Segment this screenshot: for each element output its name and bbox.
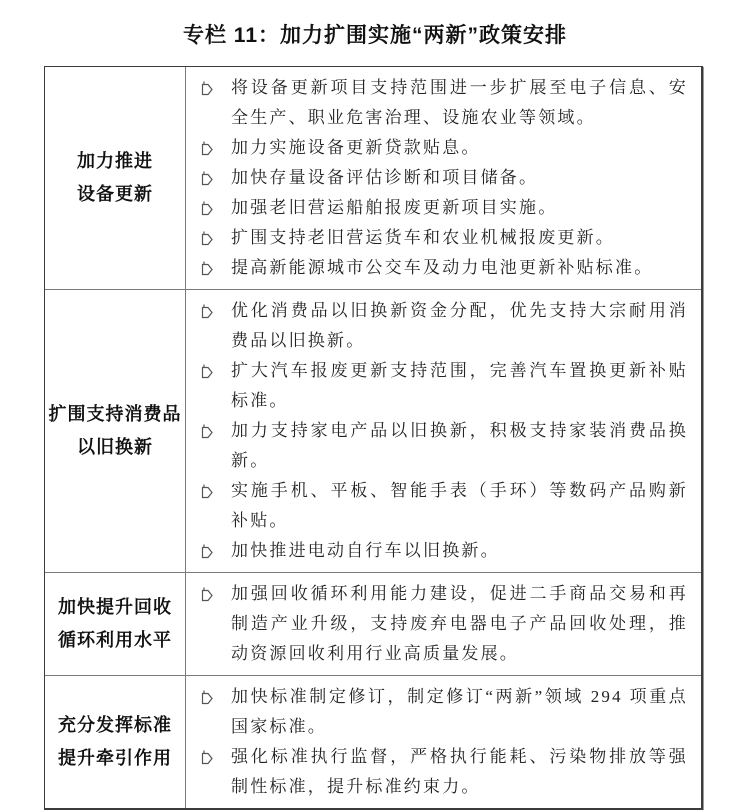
right-arrow-pentagon-icon <box>200 682 214 742</box>
policy-item <box>200 193 688 223</box>
label-line: 扩围支持消费品 <box>48 404 182 424</box>
right-arrow-pentagon-icon <box>200 73 214 133</box>
policy-item-text: 优化消费品以旧换新资金分配，优先支持大宗耐用消费品以旧换新。 <box>231 301 688 350</box>
policy-item-text: 扩大汽车报废更新支持范围，完善汽车置换更新补贴标准。 <box>231 361 688 410</box>
right-arrow-pentagon-icon <box>200 536 214 566</box>
label-line: 加快提升回收 <box>58 597 172 617</box>
right-arrow-pentagon-icon <box>200 296 214 356</box>
right-arrow-pentagon-icon <box>200 579 214 669</box>
table-row-standards <box>45 675 701 808</box>
right-arrow-pentagon-icon <box>200 742 214 802</box>
policy-item-text: 强化标准执行监督，严格执行能耗、污染物排放等强制性标准，提升标准约束力。 <box>231 747 688 796</box>
table-row-recycling <box>45 572 701 675</box>
policy-item <box>200 416 688 476</box>
right-arrow-pentagon-icon <box>200 133 214 163</box>
right-arrow-pentagon-icon <box>200 253 214 283</box>
policy-item <box>200 476 688 536</box>
policy-item <box>200 536 688 566</box>
right-arrow-pentagon-icon <box>200 476 214 536</box>
policy-item-text: 扩围支持老旧营运货车和农业机械报废更新。 <box>231 228 615 247</box>
label-line: 以旧换新 <box>77 437 153 457</box>
right-arrow-pentagon-icon <box>200 223 214 253</box>
right-arrow-pentagon-icon <box>200 163 214 193</box>
row-items-equipment-renewal <box>186 67 701 289</box>
right-arrow-pentagon-icon <box>200 416 214 476</box>
policy-table <box>44 66 703 810</box>
policy-item <box>200 579 688 669</box>
policy-item-text: 加强老旧营运船舶报废更新项目实施。 <box>231 198 558 217</box>
policy-item <box>200 253 688 283</box>
policy-item-text: 加快推进电动自行车以旧换新。 <box>231 541 500 560</box>
row-label-equipment-renewal <box>45 67 186 289</box>
policy-item <box>200 742 688 802</box>
policy-item-text: 将设备更新项目支持范围进一步扩展至电子信息、安全生产、职业危害治理、设施农业等领域。 <box>231 78 688 127</box>
row-items-recycling <box>186 573 701 675</box>
table-row-consumer-tradein <box>45 289 701 572</box>
label-line: 加力推进 <box>77 151 153 171</box>
page-title: 专栏 11：加力扩围实施“两新”政策安排 <box>182 24 568 47</box>
row-label-standards <box>45 676 186 808</box>
policy-item <box>200 133 688 163</box>
policy-item <box>200 163 688 193</box>
policy-item-text: 提高新能源城市公交车及动力电池更新补贴标准。 <box>231 258 654 277</box>
label-line: 充分发挥标准 <box>58 715 172 735</box>
row-label-recycling <box>45 573 186 675</box>
label-line: 提升牵引作用 <box>58 748 172 768</box>
policy-item <box>200 296 688 356</box>
right-arrow-pentagon-icon <box>200 356 214 416</box>
right-arrow-pentagon-icon <box>200 193 214 223</box>
policy-item-text: 加力支持家电产品以旧换新，积极支持家装消费品换新。 <box>231 421 688 470</box>
row-items-consumer-tradein <box>186 290 701 572</box>
table-row-equipment-renewal <box>45 67 701 289</box>
policy-item <box>200 223 688 253</box>
policy-item-text: 加力实施设备更新贷款贴息。 <box>231 138 481 157</box>
policy-item <box>200 73 688 133</box>
policy-item-text: 加快标准制定修订，制定修订“两新”领域 294 项重点国家标准。 <box>231 687 688 736</box>
policy-item <box>200 682 688 742</box>
policy-item-text: 加强回收循环利用能力建设，促进二手商品交易和再制造产业升级，支持废弃电器电子产品回收处理，推动资源回收利用行业高质量发展。 <box>231 584 688 663</box>
row-items-standards <box>186 676 701 808</box>
policy-item <box>200 356 688 416</box>
policy-item-text: 加快存量设备评估诊断和项目储备。 <box>231 168 539 187</box>
row-label-consumer-tradein <box>45 290 186 572</box>
label-line: 设备更新 <box>77 184 153 204</box>
policy-item-text: 实施手机、平板、智能手表（手环）等数码产品购新补贴。 <box>231 481 688 530</box>
label-line: 循环利用水平 <box>58 630 172 650</box>
